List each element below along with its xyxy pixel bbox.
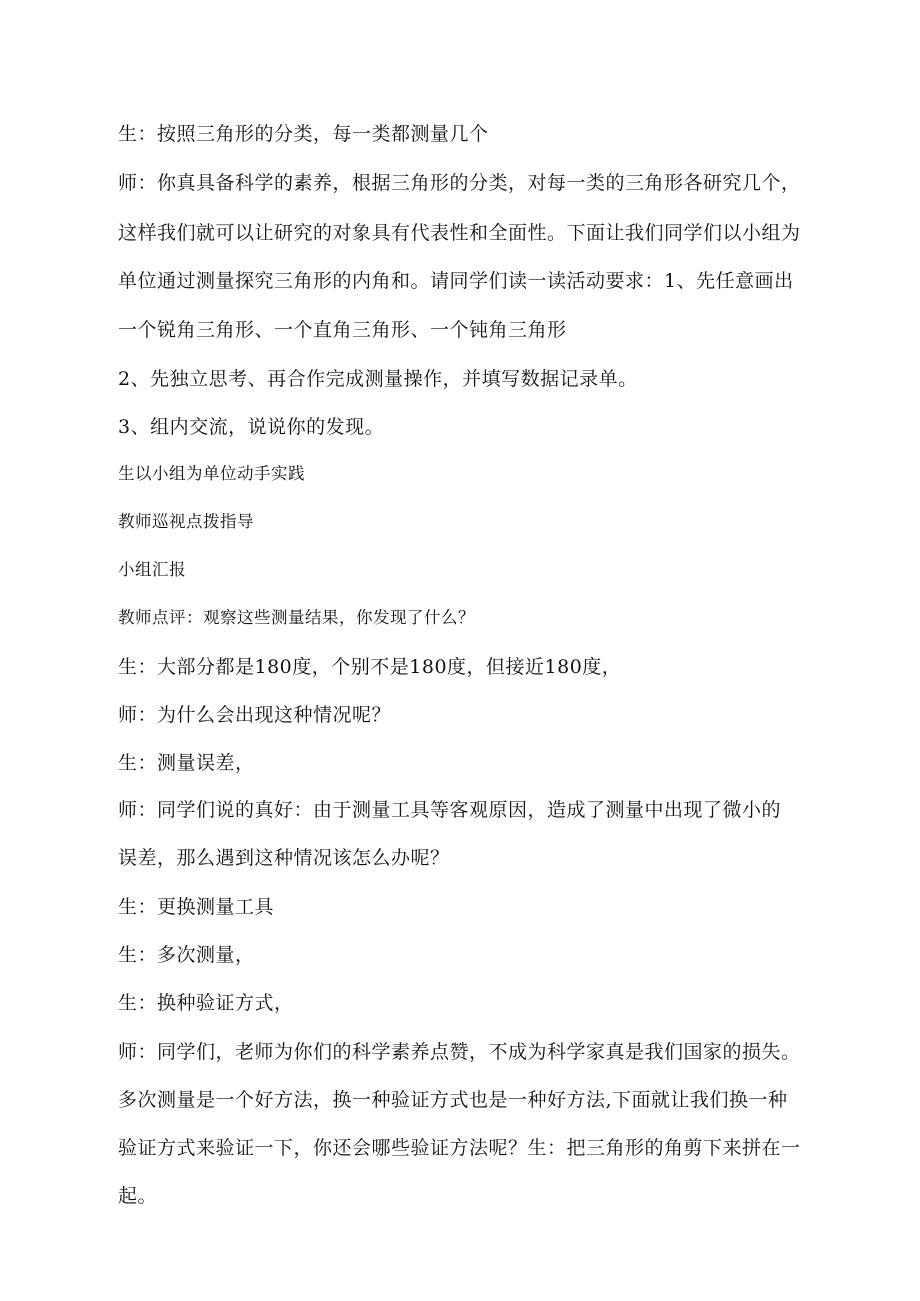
text-line-18: 生：多次测量， bbox=[118, 944, 255, 966]
text-line-1: 生：按照三角形的分类，每一类都测量几个 bbox=[118, 123, 489, 145]
text-line-2: 师：你真具备科学的素养，根据三角形的分类，对每一类的三角形各研究几个， bbox=[118, 172, 801, 194]
text-line-19: 生：换种验证方式， bbox=[118, 992, 294, 1014]
text-line-3: 这样我们就可以让研究的对象具有代表性和全面性。下面让我们同学们以小组为 bbox=[118, 222, 801, 244]
text-line-21: 多次测量是一个好方法，换一种验证方式也是一种好方法,下面就让我们换一种 bbox=[118, 1089, 788, 1111]
text-line-5: 一个锐角三角形、一个直角三角形、一个钝角三角形 bbox=[118, 319, 567, 341]
text-line-7: 3、组内交流，说说你的发现。 bbox=[118, 416, 385, 438]
text-line-10: 小组汇报 bbox=[118, 560, 186, 579]
text-line-6: 2、先独立思考、再合作完成测量操作，并填写数据记录单。 bbox=[118, 368, 638, 390]
text-line-12: 生：大部分都是180度，个别不是180度，但接近180度， bbox=[118, 656, 622, 678]
text-line-11: 教师点评：观察这些测量结果，你发现了什么？ bbox=[118, 608, 475, 627]
text-line-4: 单位通过测量探究三角形的内角和。请同学们读一读活动要求：1、先任意画出 bbox=[118, 270, 794, 292]
text-line-15: 师：同学们说的真好：由于测量工具等客观原因，造成了测量中出现了微小的 bbox=[118, 799, 782, 821]
text-line-14: 生：测量误差， bbox=[118, 752, 255, 774]
text-line-20: 师：同学们，老师为你们的科学素养点赞，不成为科学家真是我们国家的损失。 bbox=[118, 1041, 801, 1063]
text-line-22: 验证方式来验证一下，你还会哪些验证方法呢？生：把三角形的角剪下来拼在一 bbox=[118, 1137, 801, 1159]
text-line-17: 生：更换测量工具 bbox=[118, 896, 275, 918]
text-line-23: 起。 bbox=[118, 1185, 158, 1207]
text-line-13: 师：为什么会出现这种情况呢？ bbox=[118, 704, 392, 726]
text-line-8: 生以小组为单位动手实践 bbox=[118, 464, 305, 483]
text-line-16: 误差，那么遇到这种情况该怎么办呢？ bbox=[118, 847, 450, 869]
text-line-9: 教师巡视点拨指导 bbox=[118, 512, 254, 531]
